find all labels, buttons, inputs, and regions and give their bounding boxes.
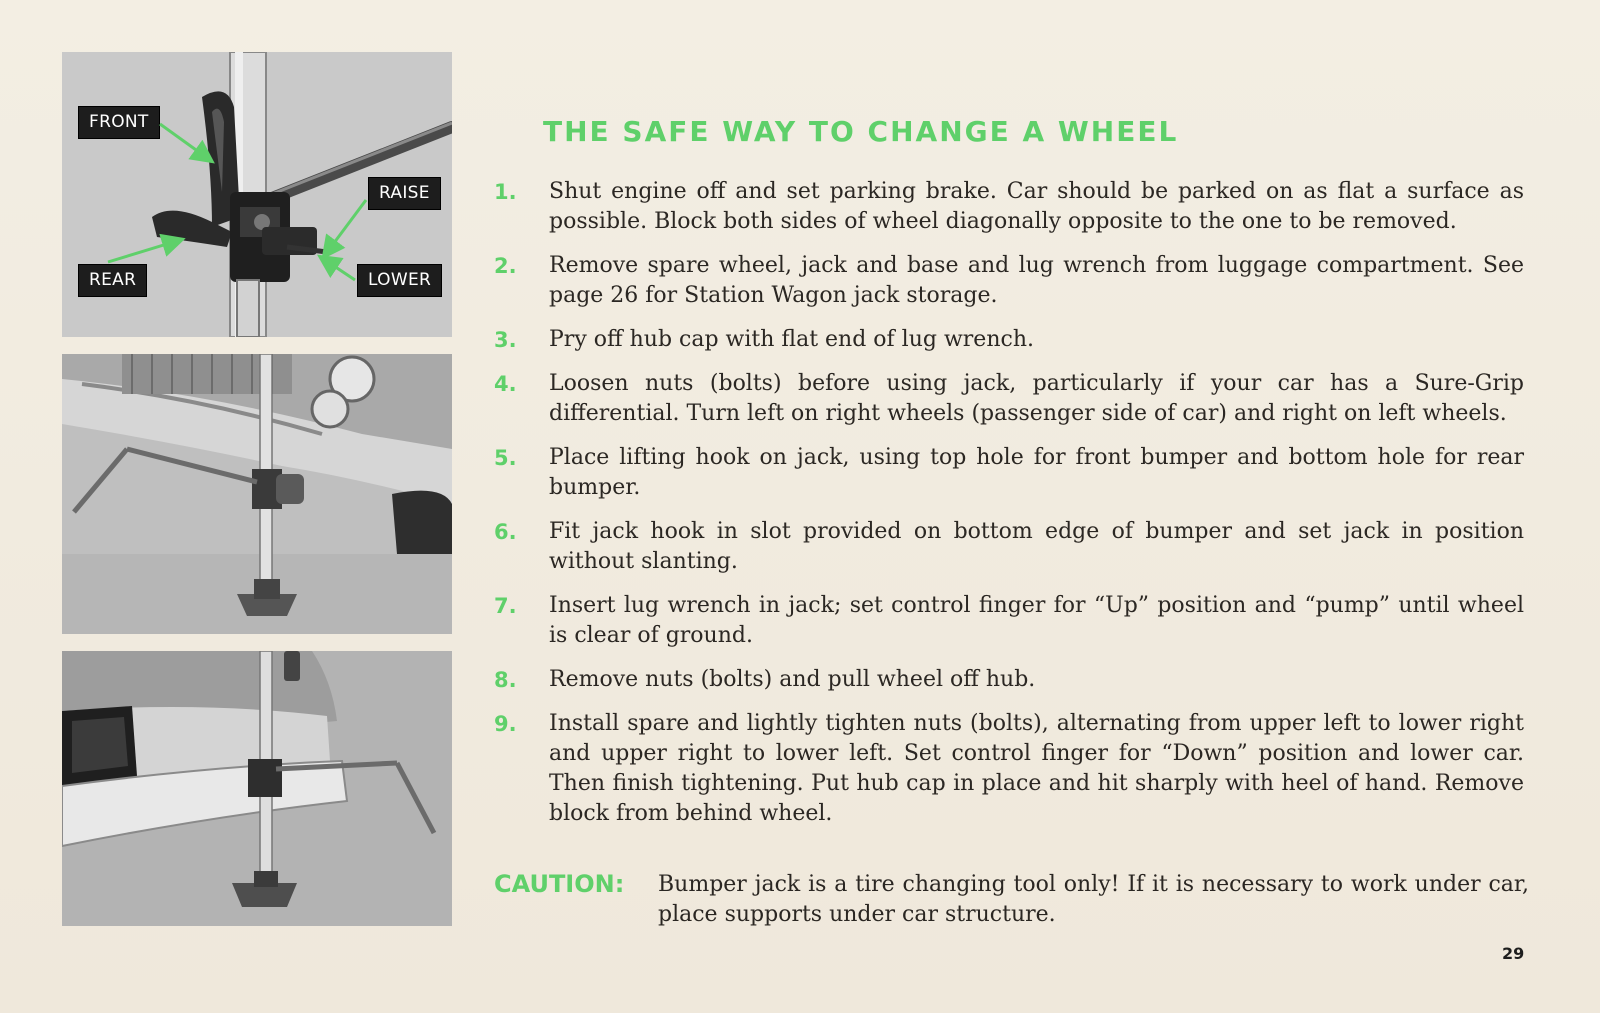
step-item: [494, 251, 1524, 311]
step-text: Pry off hub cap with flat end of lug wrench.: [549, 327, 1034, 352]
step-number: 1.: [494, 180, 517, 204]
step-item: [494, 665, 1524, 695]
step-number: 5.: [494, 446, 517, 470]
step-item: [494, 709, 1524, 829]
caution-text: Bumper jack is a tire changing tool only! If it is necessary to work under car, place supports under car structure.: [658, 872, 1529, 927]
page-number: 29: [1502, 944, 1525, 963]
step-item: [494, 517, 1524, 577]
caution-note: [494, 870, 1529, 930]
step-number: 4.: [494, 372, 517, 396]
step-item: [494, 177, 1524, 237]
step-text: Fit jack hook in slot provided on bottom edge of bumper and set jack in position without slanting.: [549, 519, 1524, 574]
step-text: Place lifting hook on jack, using top hole for front bumper and bottom hole for rear bumper.: [549, 445, 1524, 500]
step-item: [494, 369, 1524, 429]
step-text: Loosen nuts (bolts) before using jack, particularly if your car has a Sure-Grip differential. Turn left on right wheels (passenger side of car) and right on left wheels.: [549, 371, 1524, 426]
step-number: 2.: [494, 254, 517, 278]
step-item: [494, 443, 1524, 503]
step-text: Install spare and lightly tighten nuts (bolts), alternating from upper left to lower right and upper right to lower left. Set control finger for “Down” position and lower car. Then finish tightening. Put hub cap in place and hit sharply with heel of hand. Remove block from behind wheel.: [549, 711, 1524, 826]
step-text: Shut engine off and set parking brake. Car should be parked on as flat a surface as possible. Block both sides of wheel diagonally opposite to the one to be removed.: [549, 179, 1524, 234]
step-text: Insert lug wrench in jack; set control finger for “Up” position and “pump” until wheel is clear of ground.: [549, 593, 1524, 648]
lower-callout-label: LOWER: [357, 264, 442, 297]
step-number: 9.: [494, 712, 517, 736]
step-item: [494, 591, 1524, 651]
page-title: THE SAFE WAY TO CHANGE A WHEEL: [543, 115, 1179, 148]
front-bumper-jack-photo: [62, 354, 452, 634]
step-number: 6.: [494, 520, 517, 544]
step-number: 7.: [494, 594, 517, 618]
caution-label: CAUTION:: [494, 870, 625, 898]
rear-bumper-jack-photo: [62, 651, 452, 926]
step-text: Remove nuts (bolts) and pull wheel off hub.: [549, 667, 1036, 692]
step-list: [494, 177, 1524, 843]
step-item: [494, 325, 1524, 355]
step-number: 8.: [494, 668, 517, 692]
step-text: Remove spare wheel, jack and base and lug wrench from luggage compartment. See page 26 for Station Wagon jack storage.: [549, 253, 1524, 308]
front-callout-label: FRONT: [78, 106, 160, 139]
step-number: 3.: [494, 328, 517, 352]
rear-callout-label: REAR: [78, 264, 147, 297]
raise-callout-label: RAISE: [368, 177, 441, 210]
